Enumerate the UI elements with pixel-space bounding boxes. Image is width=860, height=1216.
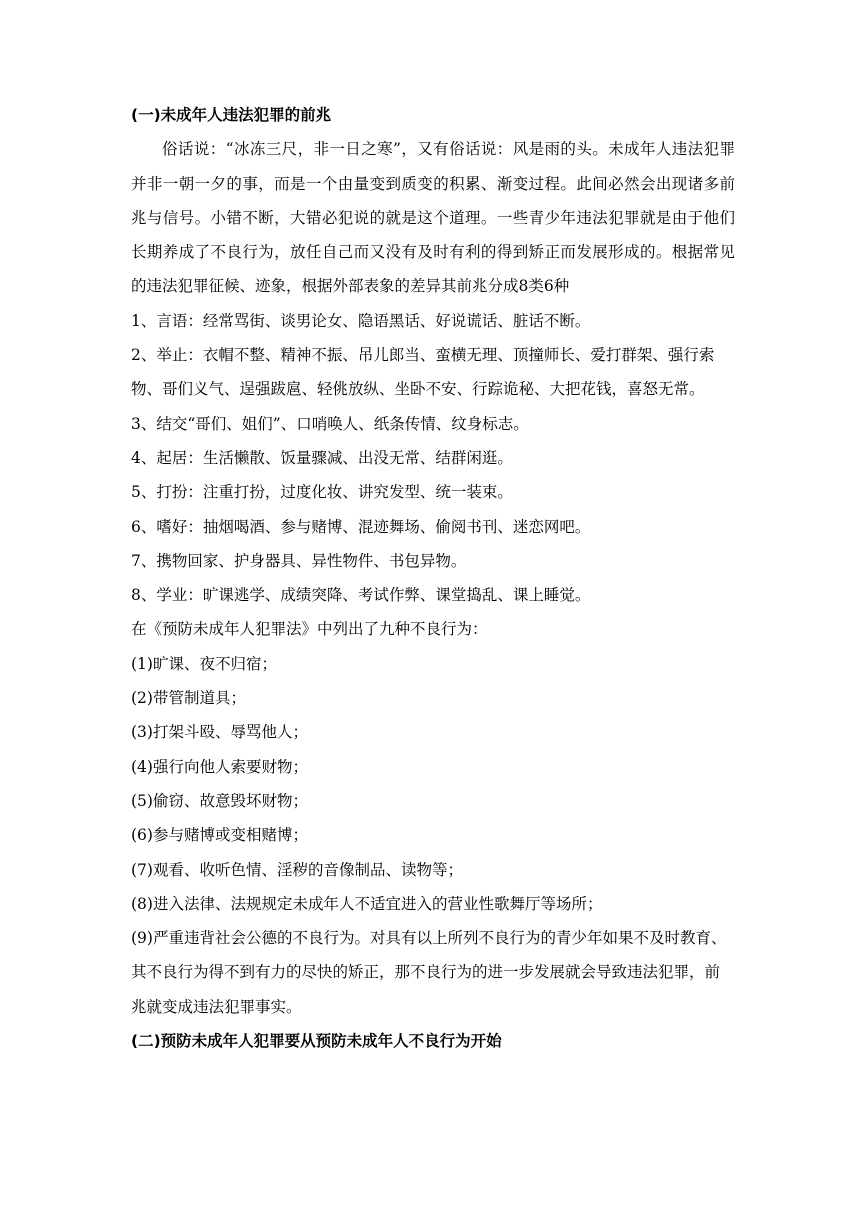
behavior-item: (7)观看、收听色情、淫秽的音像制品、读物等；: [131, 860, 463, 879]
law-intro: 在《预防未成年人犯罪法》中列出了九种不良行为：: [131, 620, 488, 639]
behavior-item: (8)进入法律、法规规定未成年人不适宜进入的营业性歌舞厅等场所；: [131, 894, 603, 913]
sign-item: 3、结交“哥们、姐们”、口哨唤人、纸条传情、纹身标志。: [131, 414, 529, 433]
sign-item: 8、学业：旷课逃学、成绩突降、考试作弊、课堂捣乱、课上睡觉。: [131, 586, 591, 605]
behavior-item: (1)旷课、夜不归宿；: [131, 654, 277, 673]
behavior-item: (6)参与赌博或变相赌博；: [131, 826, 308, 845]
sign-item: 5、打扮：注重打扮，过度化妆、讲究发型、统一装束。: [131, 483, 513, 502]
document-body: [131, 98, 735, 1058]
behavior-item: (9)严重违背社会公德的不良行为。对具有以上所列不良行为的青少年如果不及时教育、其不良行为得不到有力的尽快的矫正，那不良行为的进一步发展就会导致违法犯罪，前兆就变成违法犯罪事实。: [131, 929, 727, 1016]
section-heading-2: (二)预防未成年人犯罪要从预防未成年人不良行为开始: [131, 1032, 502, 1051]
behavior-item: (5)偷窃、故意毁坏财物；: [131, 791, 308, 810]
behavior-item: (2)带管制道具；: [131, 689, 246, 708]
sign-item: 1、言语：经常骂街、谈男论女、隐语黑话、好说谎话、脏话不断。: [131, 311, 591, 330]
sign-item: 2、举止：衣帽不整、精神不振、吊儿郎当、蛮横无理、顶撞师长、爱打群架、强行索物、哥们义气、逞强跋扈、轻佻放纵、坐卧不安、行踪诡秘、大把花钱，喜怒无常。: [131, 346, 715, 399]
behavior-item: (3)打架斗殴、辱骂他人；: [131, 723, 308, 742]
intro-paragraph: 俗话说：“冰冻三尺，非一日之寒”，又有俗话说：风是雨的头。未成年人违法犯罪并非一朝一夕的事，而是一个由量变到质变的积累、渐变过程。此间必然会出现诸多前兆与信号。小错不断，大错必犯说的就是这个道理。一些青少年违法犯罪就是由于他们长期养成了不良行为，放任自己而又没有及时有利的得到矫正而发展形成的。根据常见的违法犯罪征候、迹象，根据外部表象的差异其前兆分成8类6种: [131, 140, 735, 296]
sign-item: 4、起居：生活懒散、饭量骤减、出没无常、结群闲逛。: [131, 448, 513, 467]
section-heading-1: (一)未成年人违法犯罪的前兆: [131, 106, 332, 124]
sign-item: 6、嗜好：抽烟喝酒、参与赌博、混迹舞场、偷阅书刊、迷恋网吧。: [131, 517, 591, 536]
sign-item: 7、携物回家、护身器具、异性物件、书包异物。: [131, 551, 467, 570]
behavior-item: (4)强行向他人索要财物；: [131, 757, 308, 776]
